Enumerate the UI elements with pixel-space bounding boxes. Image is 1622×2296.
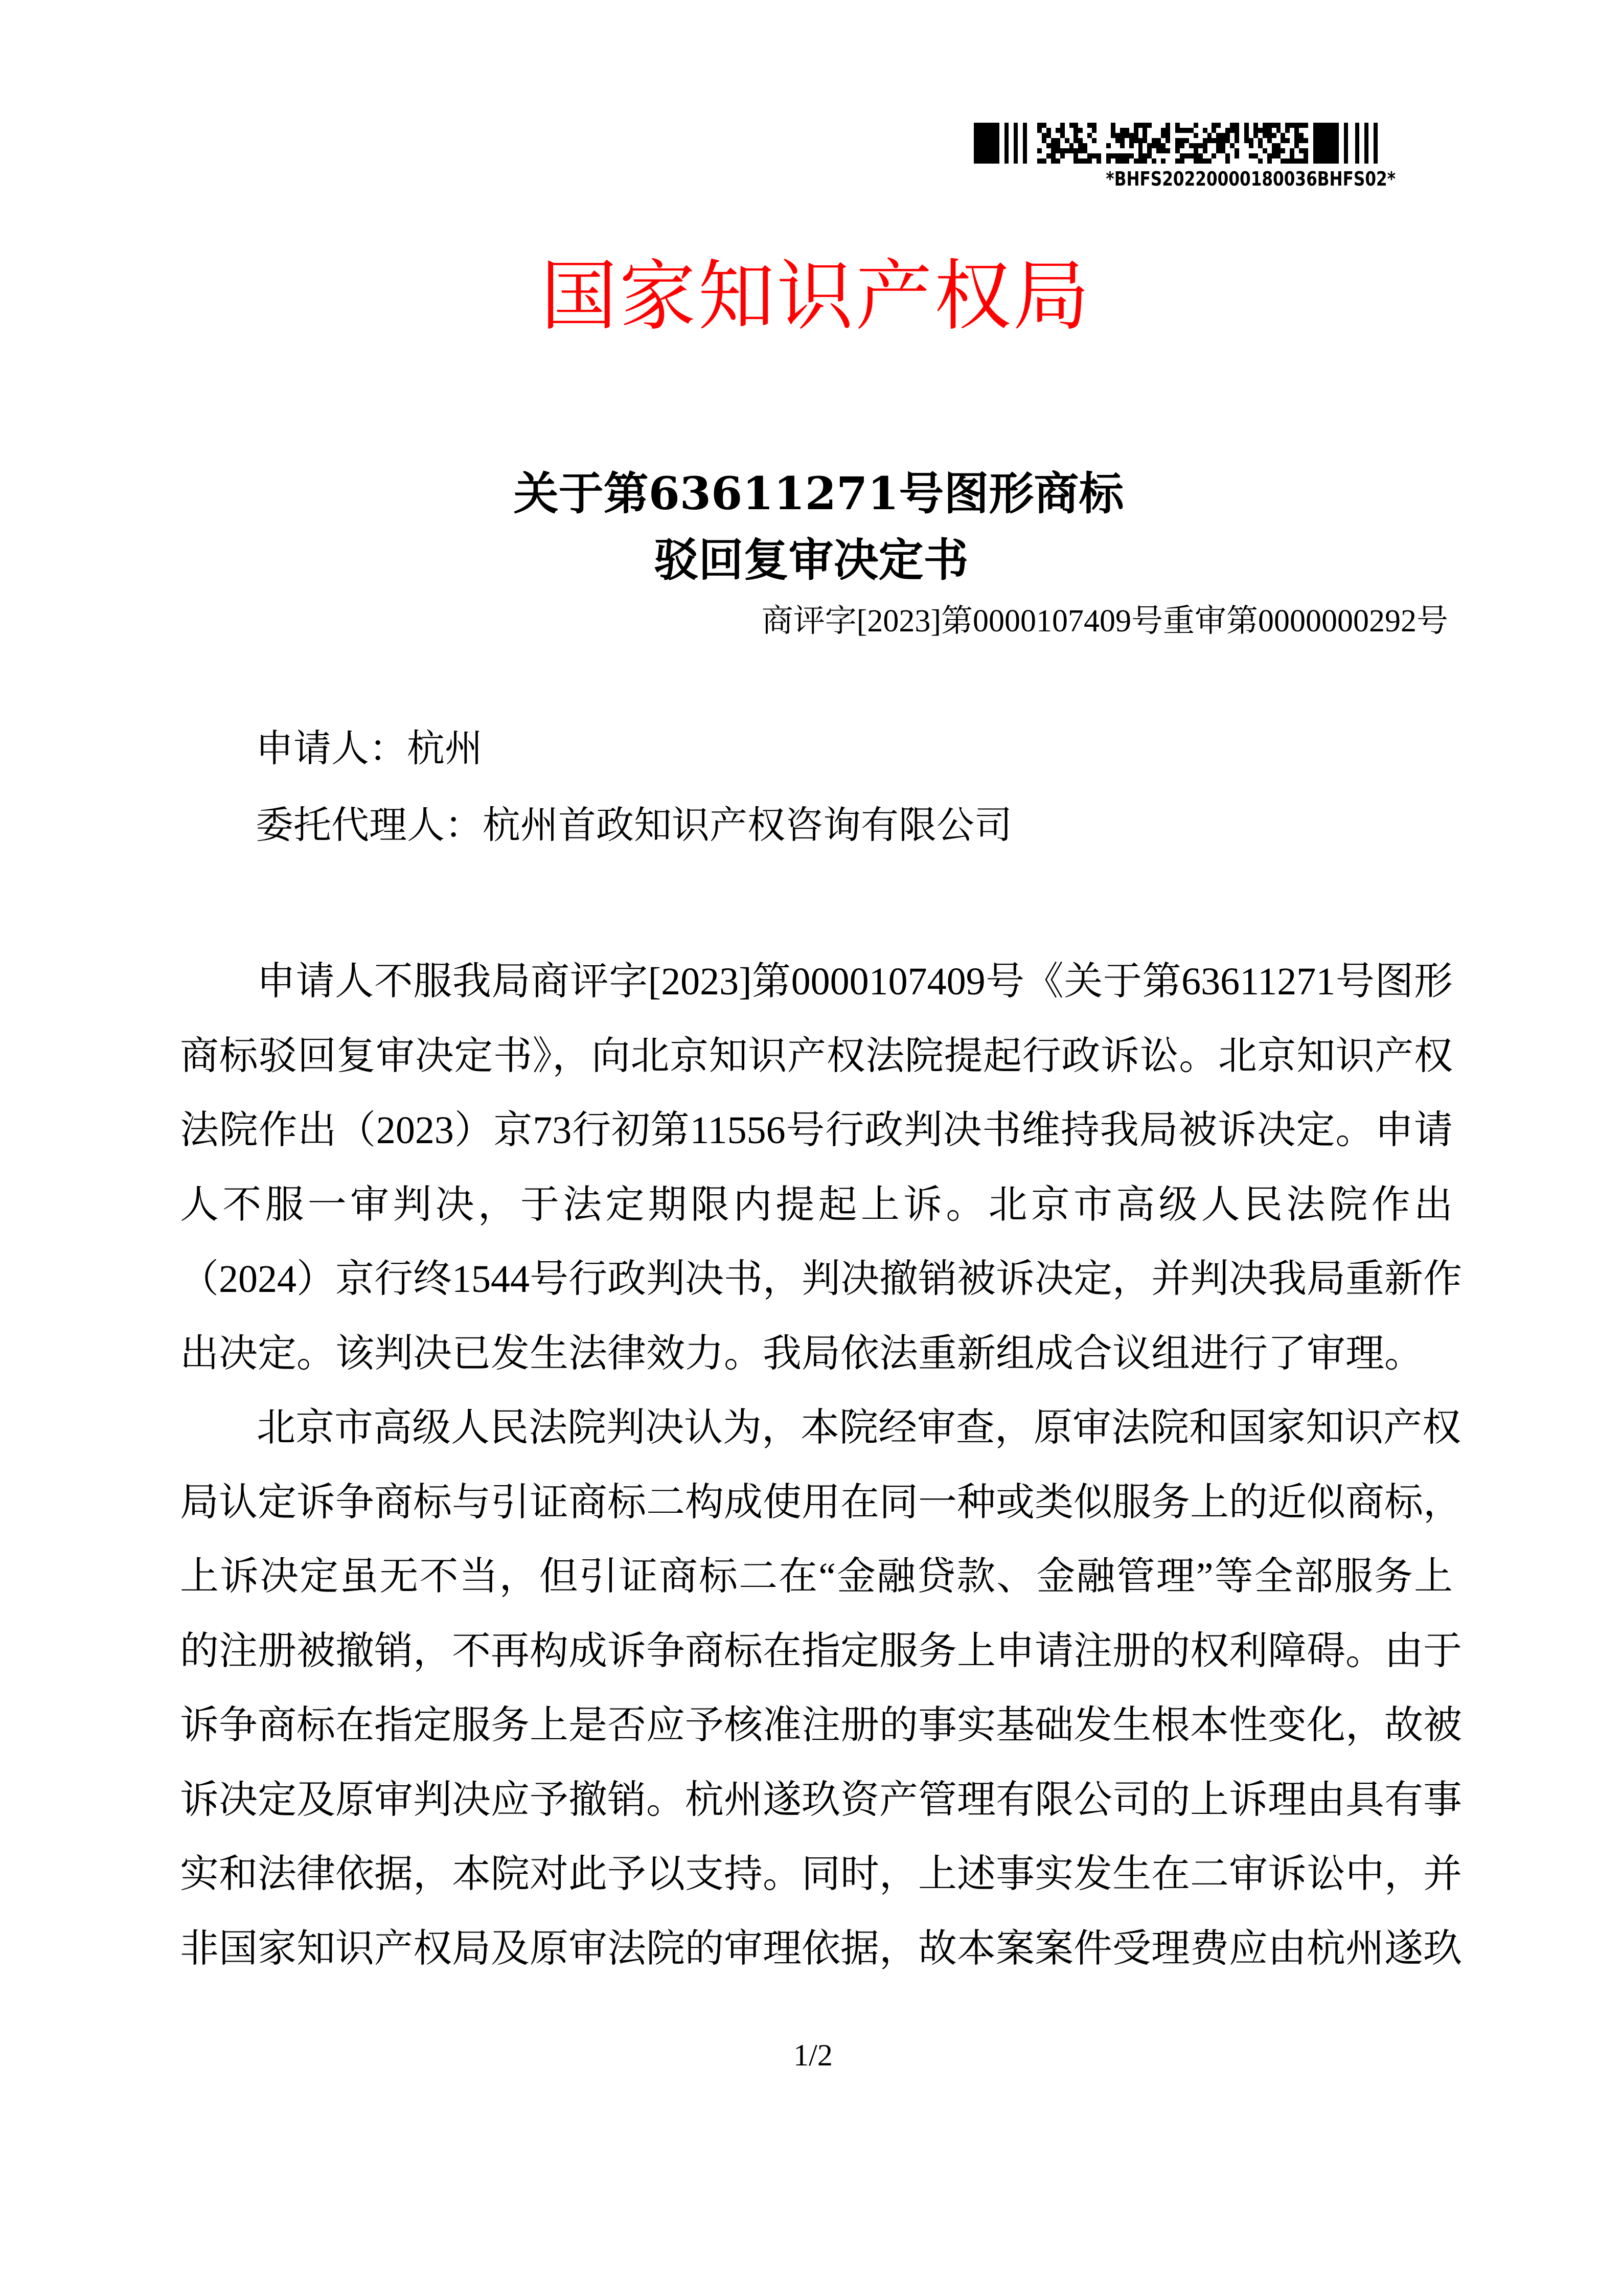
- barcode-bar: [1004, 123, 1009, 164]
- reference-number: 商评字[2023]第0000107409号重审第0000000292号: [761, 604, 1448, 639]
- barcode-bar: [1023, 123, 1027, 164]
- barcode-bar: [1364, 123, 1368, 164]
- body-line: 申请人不服我局商评字[2023]第0000107409号《关于第63611271号图形: [257, 960, 1453, 1003]
- body-line: 法院作出（2023）京73行初第11556号行政判决书维持我局被诉决定。申请: [180, 1109, 1453, 1152]
- barcode-bar: [1014, 123, 1018, 164]
- paragraph-1: [180, 945, 1462, 1391]
- body-line: 人不服一审判决，于法定期限内提起上诉。北京市高级人民法院作出: [180, 1183, 1453, 1226]
- page-number: 1/2: [793, 2038, 833, 2072]
- barcode-bar: [1313, 123, 1339, 164]
- barcode-bar: [974, 123, 999, 164]
- body-line: 出决定。该判决已发生法律效力。我局依法重新组成合议组进行了审理。: [180, 1332, 1423, 1375]
- body-line: 非国家知识产权局及原审法院的审理依据，故本案案件受理费应由杭州遂玖: [180, 1927, 1462, 1970]
- body-line: 北京市高级人民法院判决认为，本院经审查，原审法院和国家知识产权: [257, 1406, 1461, 1449]
- body-line: 局认定诉争商标与引证商标二构成使用在同一种或类似服务上的近似商标，: [180, 1481, 1462, 1524]
- barcode-matrix: [1175, 123, 1239, 164]
- body-line: 商标驳回复审决定书》，向北京知识产权法院提起行政诉讼。北京知识产权: [180, 1034, 1453, 1078]
- body-text: [180, 945, 1462, 1986]
- document-title-line-2: 驳回复审决定书: [653, 533, 969, 586]
- barcode-bar: [1374, 123, 1378, 164]
- body-line: 实和法律依据，本院对此予以支持。同时，上述事实发生在二审诉讼中，并: [180, 1853, 1462, 1896]
- barcode-image: [974, 123, 1393, 164]
- body-line: 诉争商标在指定服务上是否应予核准注册的事实基础发生根本性变化，故被: [180, 1704, 1462, 1747]
- paragraph-2: [180, 1391, 1462, 1986]
- agency-header: 国家知识产权局: [540, 252, 1092, 341]
- body-line: 上诉决定虽无不当，但引证商标二在“金融贷款、金融管理”等全部服务上: [180, 1555, 1453, 1598]
- barcode-matrix: [1037, 123, 1101, 164]
- barcode-matrix: [1106, 123, 1170, 164]
- body-line: 诉决定及原审判决应予撤销。杭州遂玖资产管理有限公司的上诉理由具有事: [180, 1778, 1462, 1822]
- body-line: （2024）京行终1544号行政判决书，判决撤销被诉决定，并判决我局重新作: [180, 1258, 1462, 1301]
- agent-line: 委托代理人：杭州首政知识产权咨询有限公司: [256, 805, 1012, 847]
- barcode-matrix: [1244, 123, 1308, 164]
- body-line: 的注册被撤销，不再构成诉争商标在指定服务上申请注册的权利障碍。由于: [180, 1629, 1462, 1673]
- document-title-line-1: 关于第63611271号图形商标: [513, 467, 1124, 520]
- barcode-bar: [1344, 123, 1348, 164]
- applicant-line: 申请人：杭州: [256, 728, 483, 770]
- barcode-code: *BHFS20220000180036BHFS02*: [1106, 168, 1396, 190]
- barcode-bar: [1355, 123, 1359, 164]
